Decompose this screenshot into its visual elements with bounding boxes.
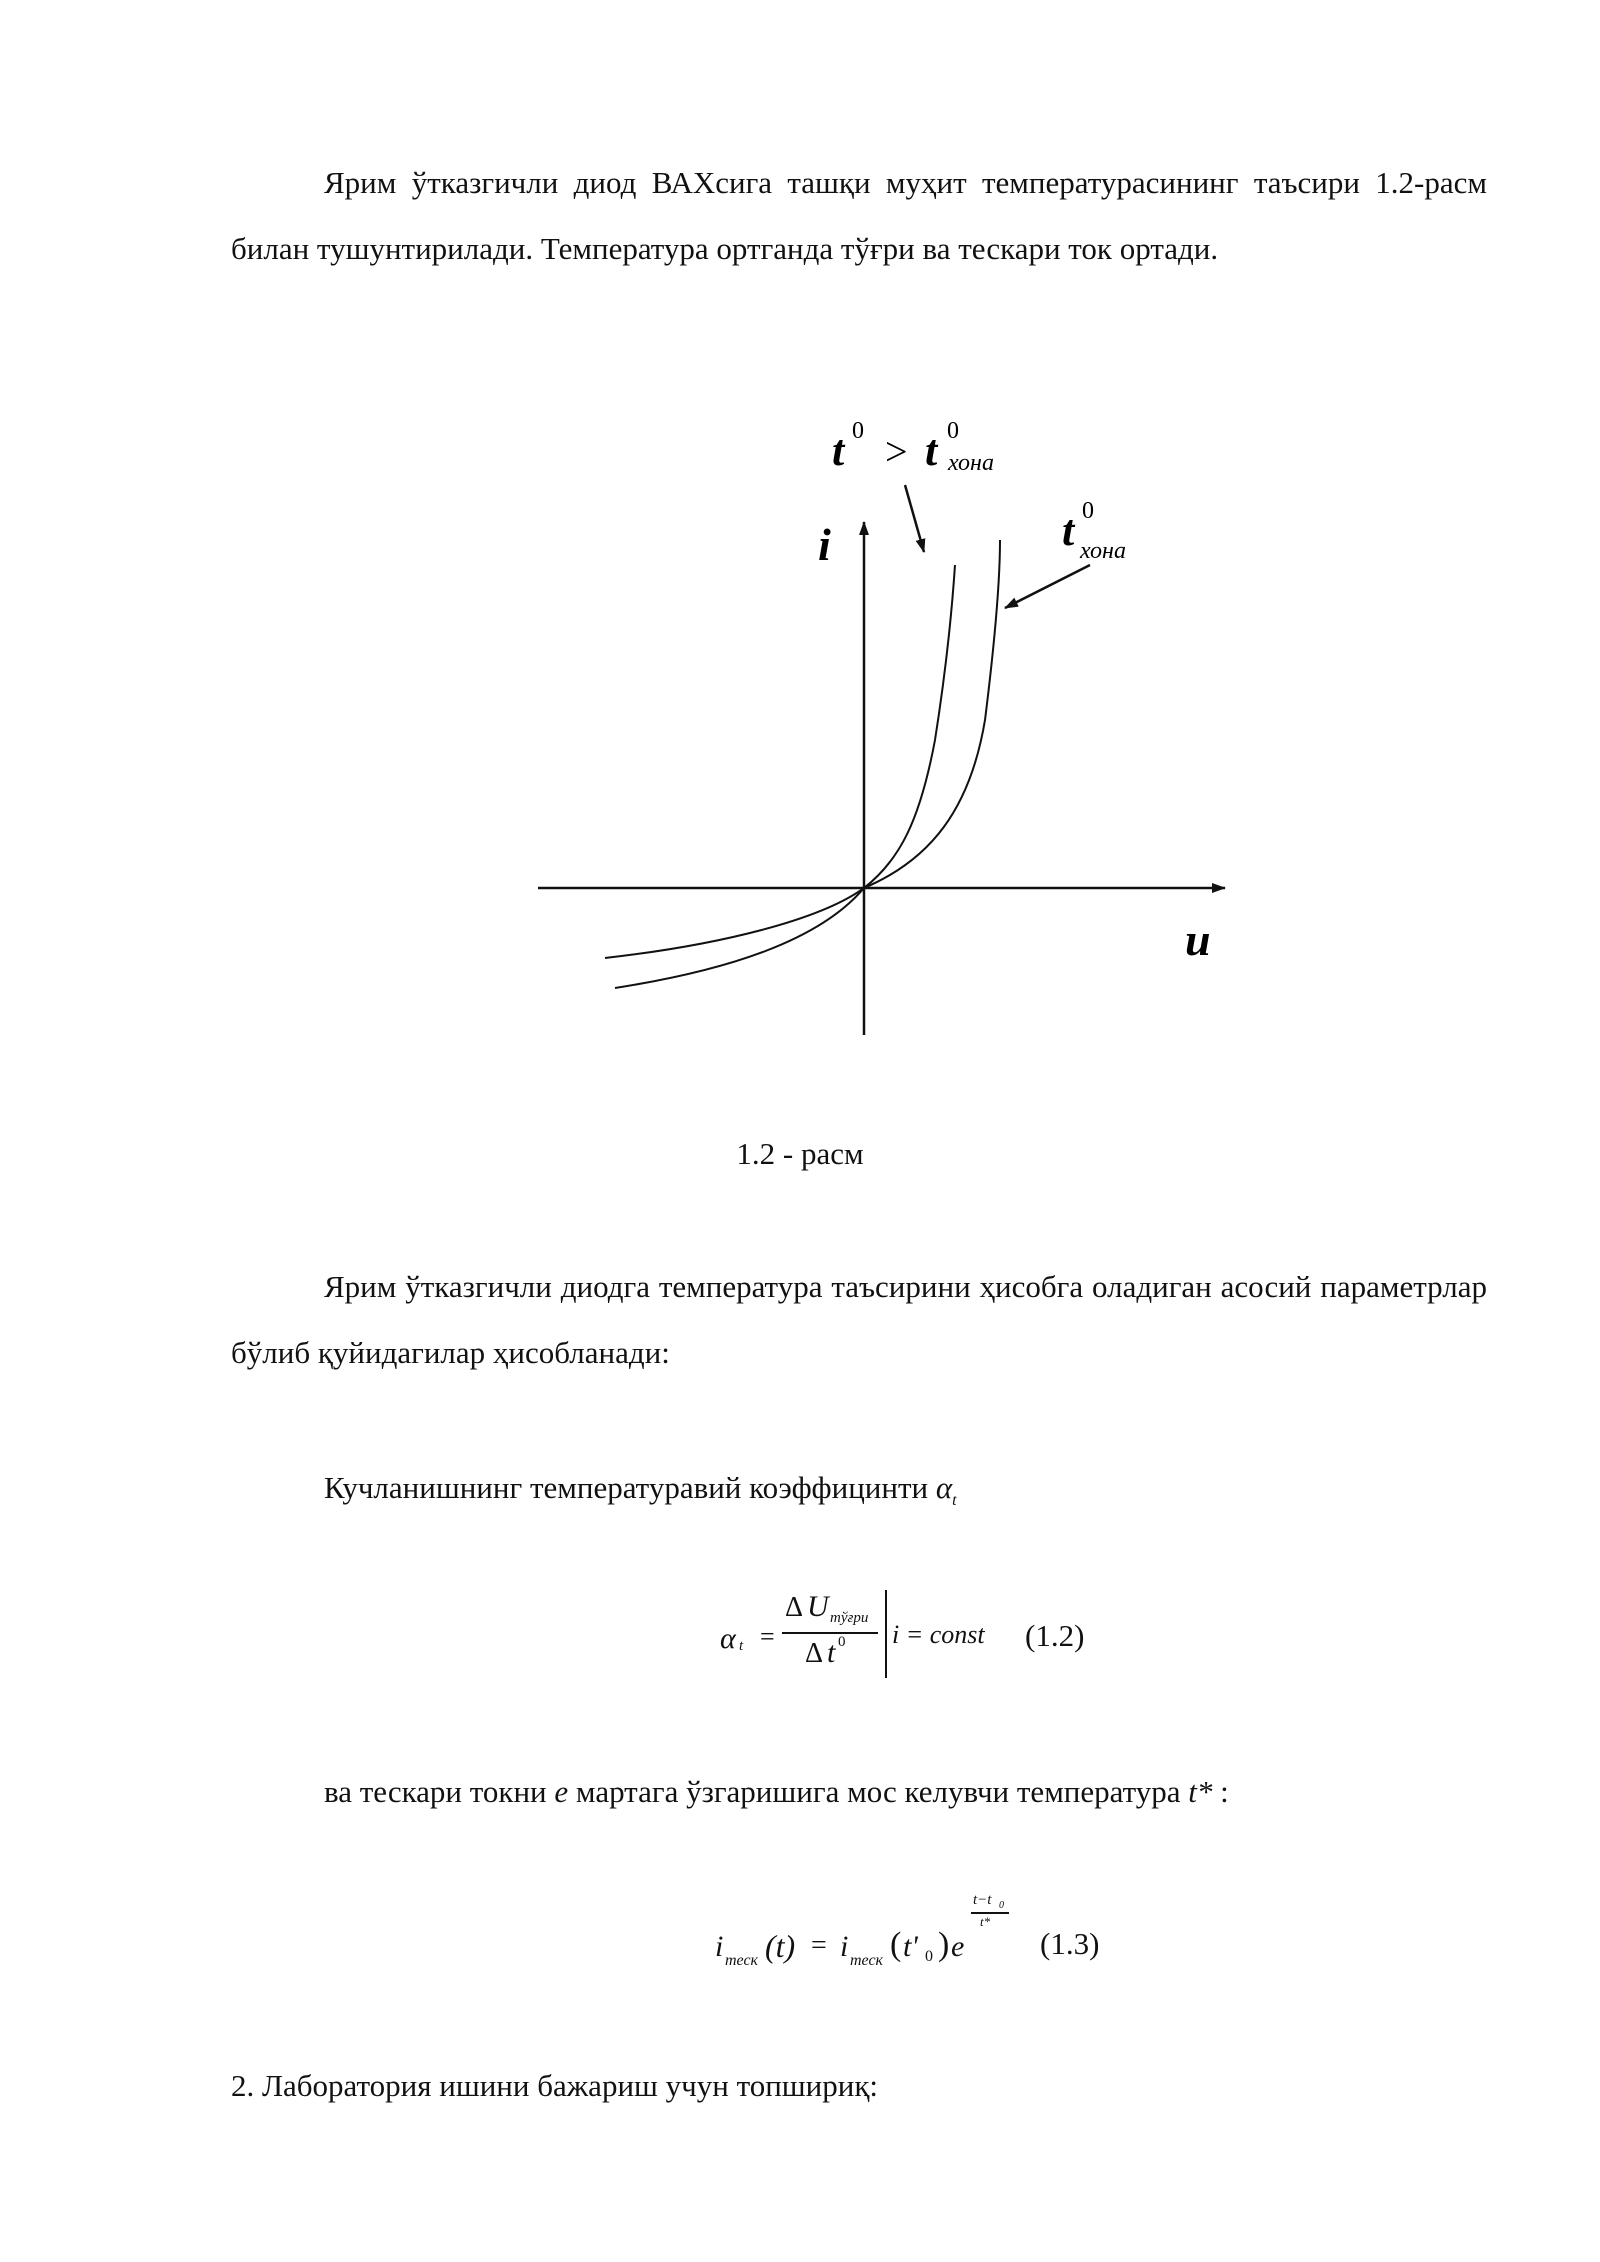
eq1-lhs-sub: t (739, 1638, 744, 1654)
coefficient-text: Кучланишнинг температуравий коэффицинти (324, 1470, 936, 1505)
eq1-num-sub: тўғри (830, 1610, 869, 1626)
eq1-equals: = (760, 1622, 775, 1651)
eq2-i2: i (840, 1930, 849, 1963)
t-star-symbol: t* (1188, 1774, 1213, 1809)
coefficient-line (324, 1468, 957, 1521)
equation-1-3 (715, 1888, 1135, 1998)
eq2-arg1: (t) (765, 1928, 796, 1964)
reverse-current-line (324, 1772, 1229, 1812)
reverse-colon: : (1212, 1774, 1229, 1809)
equation-1-2 (720, 1590, 1120, 1690)
eq1-den-sup: 0 (838, 1634, 846, 1650)
paragraph-2 (231, 1254, 1487, 1386)
eq1-number: (1.2) (1025, 1618, 1085, 1653)
alpha-subscript: t (952, 1492, 957, 1510)
label-room-sub: хона (1080, 538, 1126, 564)
eq1-lhs: α (720, 1622, 736, 1655)
eq1-evaluation-bar (885, 1590, 887, 1678)
x-axis-label: u (1185, 914, 1211, 965)
eq1-num-delta: Δ (785, 1592, 804, 1623)
paragraph-1-rest: таъсири 1.2-расм билан тушунтирилади. Температура ортганда тўғри ва тескари ток ортади. (231, 165, 1488, 266)
eq1-den-var: t (827, 1636, 836, 1669)
label-room-curve (1062, 498, 1126, 564)
e-symbol: e (554, 1774, 569, 1809)
label-room-sup: 0 (1082, 498, 1094, 524)
eq2-i1: i (715, 1930, 724, 1963)
eq2-arg2-close: ) (938, 1926, 950, 1963)
paragraph-1-first-line: Ярим ўтказгичли диод ВАХсига ташқи муҳит температурасининг (324, 165, 1239, 200)
reverse-text-b: мартага ўзгаришига мос келувчи температура (568, 1774, 1189, 1809)
eq2-number: (1.3) (1040, 1926, 1100, 1961)
label-hot-gt: > (885, 429, 908, 474)
y-axis-label: i (818, 519, 831, 570)
label-room-t: t (1062, 506, 1075, 555)
label-hot-sup2: 0 (947, 418, 959, 444)
eq2-exp-den: t* (980, 1914, 991, 1929)
paragraph-2-rest: асосий параметрлар бўлиб қуйидагилар ҳисобланади: (231, 1269, 1487, 1370)
diode-iv-figure (0, 0, 1600, 1100)
label-hot-curve (832, 418, 994, 476)
label-hot-sub2: хона (948, 450, 994, 476)
section-heading: 2. Лаборатория ишини бажариш учун топшириқ: (231, 2068, 879, 2103)
curve-room-temperature (864, 540, 1000, 888)
eq1-num-var: U (807, 1590, 829, 1623)
eq2-exp-num: t−t (973, 1892, 992, 1908)
eq2-arg2-t: t' (903, 1930, 918, 1963)
label-hot-sup: 0 (852, 418, 864, 444)
curve-high-temperature (864, 565, 955, 888)
label-hot-t: t (832, 426, 845, 475)
eq1-fraction-bar (782, 1632, 878, 1634)
eq2-arg2-sub: 0 (925, 1948, 933, 1965)
eq2-sub2: теск (850, 1952, 884, 1969)
eq2-arg2-open: ( (890, 1926, 902, 1963)
curve-room-temperature-reverse (615, 888, 864, 988)
curve-high-temperature-reverse (605, 888, 864, 958)
pointer-arrow-hot (905, 485, 924, 552)
figure-caption: 1.2 - расм (736, 1136, 864, 1171)
pointer-arrow-room (1005, 565, 1090, 608)
eq2-sub1: теск (725, 1952, 759, 1969)
eq2-equals: = (811, 1930, 827, 1961)
eq1-condition: i = const (892, 1620, 985, 1649)
eq1-den-delta: Δ (805, 1638, 824, 1669)
alpha-symbol: α (935, 1470, 953, 1505)
label-hot-t2: t (925, 426, 938, 475)
eq2-exp-num-sub: 0 (999, 1900, 1004, 1911)
eq2-e: e (951, 1930, 965, 1963)
paragraph-2-first-line: Ярим ўтказгичли диодга температура таъсирини ҳисобга оладиган (324, 1269, 1212, 1304)
reverse-text-a: ва тескари токни (324, 1774, 555, 1809)
